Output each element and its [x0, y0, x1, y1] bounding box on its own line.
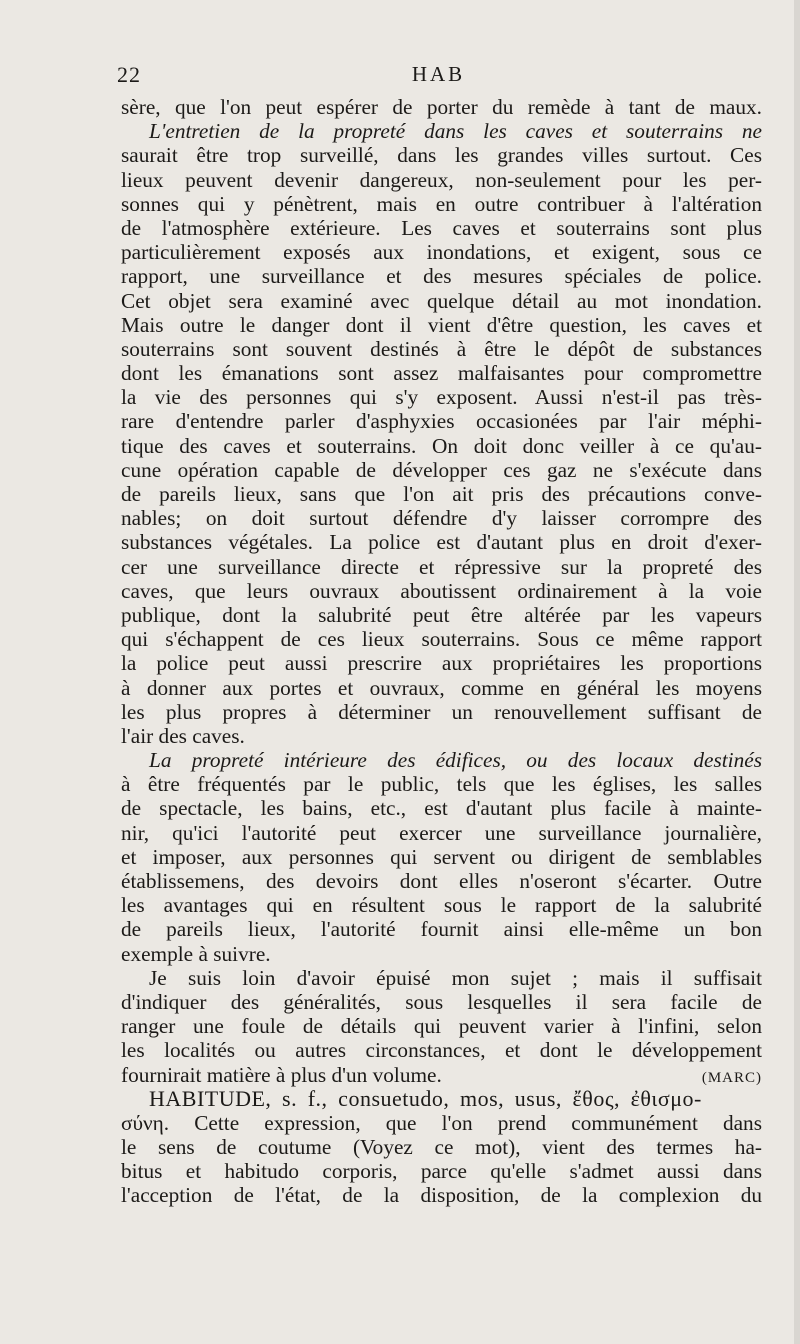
text-line: de pareils lieux, l'autorité fournit ainsi elle-même un bon [121, 917, 762, 942]
text-line: l'air des caves. [121, 723, 245, 748]
text-line: Mais outre le danger dont il vient d'être question, les caves et [121, 312, 762, 337]
text-line: et imposer, aux personnes qui servent ou dirigent de semblables [121, 844, 762, 869]
text-line: saurait être trop surveillé, dans les grandes villes surtout. Ces [121, 143, 762, 168]
text-line-with-signature [121, 1063, 762, 1087]
text-line: souterrains sont souvent destinés à être le dépôt de substances [121, 336, 762, 361]
text-line: cune opération capable de développer ces gaz ne s'exécute dans [121, 457, 762, 482]
text-line: la vie des personnes qui s'y exposent. Aussi n'est-il pas très- [121, 385, 762, 410]
text-line: de spectacle, les bains, etc., est d'autant plus facile à mainte- [121, 796, 762, 821]
text-line: les avantages qui en résultent sous le rapport de la salubrité [121, 893, 762, 918]
text-line: tique des caves et souterrains. On doit donc veiller à ce qu'au- [121, 433, 762, 458]
page-edge [794, 0, 800, 1344]
text-line: à être fréquentés par le public, tels que les églises, les salles [121, 772, 762, 797]
text-line: qui s'échappent de ces lieux souterrains. Sous ce même rapport [121, 627, 762, 652]
text-line: sonnes qui y pénètrent, mais en outre contribuer à l'altération [121, 191, 762, 216]
text-line: les localités ou autres circonstances, et dont le développement [121, 1038, 762, 1063]
text-line: l'acception de l'état, de la disposition, de la complexion du [121, 1183, 762, 1208]
text-line: de l'atmosphère extérieure. Les caves et souterrains sont plus [121, 215, 762, 240]
text-line: Je suis loin d'avoir épuisé mon sujet ; mais il suffisait [149, 965, 762, 990]
text-line: particulièrement exposés aux inondations, et exigent, sous ce [121, 240, 762, 265]
text-line: nir, qu'ici l'autorité peut exercer une surveillance journalière, [121, 820, 762, 845]
text-line: fournirait matière à plus d'un volume. [121, 1062, 442, 1087]
text-line: dont les émanations sont assez malfaisantes pour compromettre [121, 361, 762, 386]
text-line: d'indiquer des généralités, sous lesquelles il sera facile de [121, 989, 762, 1014]
text-line: de pareils lieux, sans que l'on ait pris des précautions conve- [121, 482, 762, 506]
author-signature: (MARC) [701, 1069, 762, 1086]
text-line: L'entretien de la propreté dans les caves et souterrains ne [149, 119, 762, 144]
text-line: sère, que l'on peut espérer de porter du remède à tant de maux. [121, 95, 762, 119]
entry-headword-line: HABITUDE, s. f., consuetudo, mos, usus, ἔθος, ἐθισμο- [149, 1085, 702, 1111]
text-line: La propreté intérieure des édifices, ou des locaux destinés [149, 748, 762, 773]
text-line: nables; on doit surtout défendre d'y laisser corrompre des [121, 506, 762, 531]
text-line: ranger une foule de détails qui peuvent varier à l'infini, selon [121, 1014, 762, 1039]
text-line: la police peut aussi prescrire aux propriétaires les proportions [121, 651, 762, 676]
text-line: le sens de coutume (Voyez ce mot), vient des termes ha- [121, 1135, 762, 1160]
text-line: σύνη. Cette expression, que l'on prend communément dans [121, 1110, 762, 1135]
body-text [121, 95, 762, 1208]
text-line: exemple à suivre. [121, 941, 271, 966]
text-line: établissemens, des devoirs dont elles n'oseront s'écarter. Outre [121, 869, 762, 893]
text-line: rare d'entendre parler d'asphyxies occasionées par l'air méphi- [121, 409, 762, 434]
text-line: caves, que leurs ouvraux aboutissent ordinairement à la voie [121, 578, 762, 603]
text-line: bitus et habitudo corporis, parce qu'elle s'admet aussi dans [121, 1159, 762, 1184]
text-line: substances végétales. La police est d'autant plus en droit d'exer- [121, 530, 762, 555]
text-line: les plus propres à déterminer un renouvellement suffisant de [121, 699, 762, 724]
running-head: HAB [411, 62, 466, 86]
text-line: rapport, une surveillance et des mesures spéciales de police. [121, 264, 762, 289]
text-line: à donner aux portes et ouvraux, comme en général les moyens [121, 675, 762, 700]
text-line: Cet objet sera examiné avec quelque détail au mot inondation. [121, 288, 762, 313]
text-line: publique, dont la salubrité peut être altérée par les vapeurs [121, 602, 762, 627]
text-line: lieux peuvent devenir dangereux, non-seulement pour les per- [121, 167, 762, 192]
text-line: cer une surveillance directe et répressive sur la propreté des [121, 554, 762, 579]
page-number: 22 [117, 62, 141, 87]
page-header [117, 62, 760, 90]
